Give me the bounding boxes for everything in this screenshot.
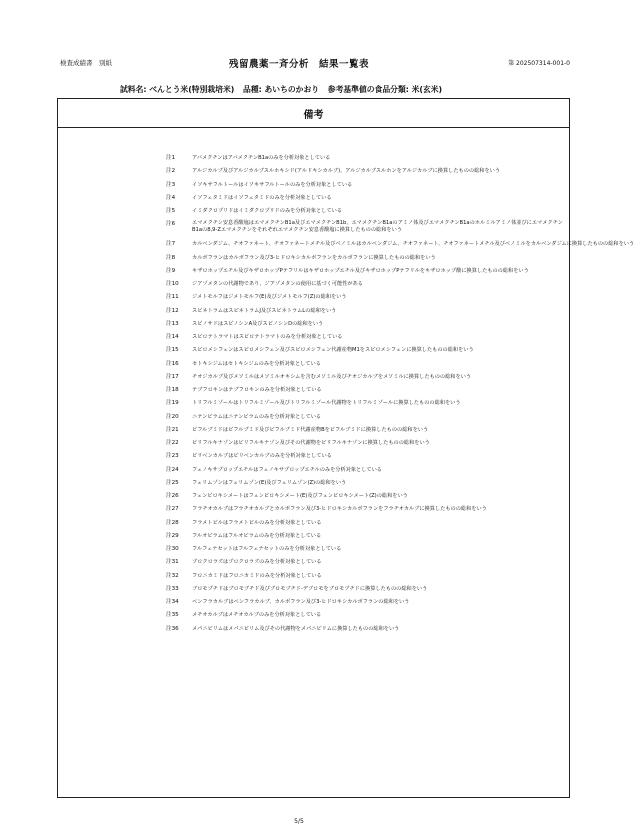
remark-label: 注26 — [166, 493, 179, 499]
remark-label: 注18 — [166, 387, 179, 393]
remark-item — [104, 358, 564, 371]
remark-text: アバメクチンはアバメクチンB1aのみを分析対象としている — [192, 155, 331, 161]
remark-text: チオジカルブ及びメソミルはメソミルオキシムを含むメソミル及びチオジカルブをメソミルに換算したものの総和をいう — [192, 373, 472, 380]
remark-text: ピフルブミドはピフルブミド及びピフルブミド代謝産物Bをピフルブミドに換算したものの総和をいう — [192, 426, 429, 433]
remark-item — [104, 477, 564, 490]
remark-item — [104, 265, 564, 278]
remark-item — [104, 397, 564, 410]
remark-label: 注17 — [166, 373, 179, 380]
remark-label: 注29 — [166, 532, 179, 539]
page-number: 5/5 — [294, 818, 304, 825]
remark-item — [104, 424, 564, 437]
remark-item — [104, 152, 564, 165]
remark-text: アルジカルブ及びアルジカルブスルホキシド(アルドキシカルブ)、アルジカルブスルホンをアルジカルブに換算したものの総和をいう — [192, 168, 501, 175]
remark-item — [104, 218, 564, 238]
sample-name: 試料名: べんとう米(特別栽培米) — [120, 85, 235, 94]
remark-text: テブフロキンはテブフロキンのみを分析対象としている — [192, 387, 322, 393]
remark-text: スピロメシフェンはスピロメシフェン及びスピロメシフェン代謝産物M1をスピロメシフェンに換算したものの総和をいう — [192, 347, 474, 354]
remark-text: ピリベンカルブはピリベンカルブのみを分析対象としている — [192, 453, 332, 460]
remark-label: 注33 — [166, 585, 179, 592]
remark-label: 注10 — [166, 281, 179, 287]
remark-label: 注21 — [166, 426, 179, 433]
document-label: 検査成績書 別紙 — [60, 59, 112, 67]
remark-label: 注3 — [166, 181, 176, 188]
remark-item — [104, 450, 564, 463]
remark-item — [104, 411, 564, 424]
sample-info — [120, 84, 448, 95]
remark-text: セトキシジムはセトキシジムのみを分析対象としている — [192, 360, 321, 367]
remark-label: 注2 — [166, 168, 176, 175]
remark-label: 注4 — [166, 194, 176, 201]
remark-item — [104, 437, 564, 450]
remark-label: 注8 — [166, 254, 176, 261]
remark-text: エマメクチン安息香酸塩はエマメクチンB1a及びエマメクチンB1b、エマメクチンB1aのアミノ体及びエマメクチンB1aのホルミルアミノ体並びにエマメクチンB1aの8,9-Zエマメクチンをそれぞれエマメクチン安息香酸塩に換算したものの総和をいう — [192, 220, 563, 234]
remark-text: プロクロラズはプロクロラズのみを分析対象としている — [192, 559, 322, 566]
remark-label: 注20 — [166, 413, 179, 420]
remark-text: スピノサドはスピノシンA及びスピノシンDの総和をいう — [192, 320, 324, 327]
remark-item — [104, 609, 564, 622]
remark-label: 注7 — [166, 241, 176, 248]
remark-item — [104, 623, 564, 636]
remark-text: イソキサフルトールはイソキサフルトールのみを分析対象としている — [192, 181, 353, 188]
report-number: 第 202507314-001-0 — [508, 60, 570, 67]
remark-text: キザロホップエチル及びキザロホップPテフリルはキザロホップエチル及びキザロホップPテフリルをキザロホップ酸に換算したものの総和をいう — [192, 267, 529, 274]
remark-item — [104, 252, 564, 265]
remark-item — [104, 205, 564, 218]
remark-text: メチオカルブはメチオカルブのみを分析対象としている — [192, 612, 322, 619]
remark-item — [104, 556, 564, 569]
remark-label: 注9 — [166, 267, 176, 274]
remark-item — [104, 331, 564, 344]
remark-label: 注12 — [166, 307, 179, 314]
remark-label: 注28 — [166, 519, 179, 526]
remark-text: フラチオカルブはフラチオカルブとカルボフラン及び3-ヒドロキシカルボフランをフラチオカルブに換算したものの総和をいう — [192, 506, 487, 513]
remark-item — [104, 278, 564, 291]
remark-item — [104, 179, 564, 192]
remark-label: 注25 — [166, 479, 179, 486]
remark-label: 注32 — [166, 572, 179, 579]
remark-item — [104, 464, 564, 477]
remark-text: ジアゾメタンの代謝物であり、ジアゾメタンの使用に基づく可能性がある — [192, 281, 363, 287]
remark-label: 注36 — [166, 625, 179, 632]
remark-text: カルボフランはカルボフラン及び3-ヒドロキシカルボフランをカルボフランに換算したものの総和をいう — [192, 254, 436, 261]
remark-item — [104, 371, 564, 384]
remark-item — [104, 530, 564, 543]
remark-text: フェンピロキシメートはフェンピロキシメート(E)及びフェンピロキシメート(Z)の総和をいう — [192, 493, 408, 499]
remark-text: ニテンピラムはニテンピラムのみを分析対象としている — [192, 413, 322, 420]
remark-item — [104, 291, 564, 304]
remark-text: フェリムゾンはフェリムゾン(E)及びフェリムゾン(Z)の総和をいう — [192, 479, 347, 486]
remark-item — [104, 543, 564, 556]
remark-text: トリフルミゾールはトリフルミゾール及びトリフルミゾール代謝物をトリフルミゾールに換算したものの総和をいう — [192, 400, 461, 407]
remark-text: イミダクロプリドはイミダクロプリドのみを分析対象としている — [192, 208, 343, 214]
remark-text: イソフェタミドはイソフェタミドのみを分析対象としている — [192, 194, 332, 201]
remark-item — [104, 490, 564, 503]
remark-item — [104, 165, 564, 178]
remark-label: 注19 — [166, 400, 179, 407]
remark-label: 注31 — [166, 559, 179, 566]
remark-item — [104, 384, 564, 397]
remark-text: メパニピリムはメパニピリム及びその代謝物をメパニピリムに換算したものの総和をいう — [192, 625, 400, 632]
remark-text: スピネトラムはスピネトラムJ及びスピネトラムLの総和をいう — [192, 307, 337, 314]
remark-item — [104, 583, 564, 596]
remark-label: 注5 — [166, 208, 176, 214]
remark-item — [104, 596, 564, 609]
remark-text: ブロモプチドはブロモブチド及びブロモブチド-デブロモをブロモブチドに換算したものの総和をいう — [192, 585, 428, 592]
remark-item — [104, 192, 564, 205]
remark-label: 注30 — [166, 546, 179, 552]
remark-text: カルベンダジム、チオファネート、チオファネートメチル及びベノミルはカルベンダジム、チオファネート、チオファネートメチル及びベノミルをカルベンダジムに換算したものの総和をいう — [192, 241, 634, 248]
remark-label: 注27 — [166, 506, 179, 513]
remark-text: フラメトピルはフラメトピルのみを分析対象としている — [192, 519, 322, 526]
remark-item — [104, 238, 634, 251]
remark-text: フルフェナセットはフルフェナセットのみを分析対象としている — [192, 546, 342, 552]
remark-text: ベンフラカルブはベンフラカルブ、カルボフラン及び3-ヒドロキシカルボフランの総和をいう — [192, 599, 410, 605]
remark-item — [104, 570, 564, 583]
food-category: 参考基準値の食品分類: 米(玄米) — [327, 85, 443, 94]
remark-text: ピリフルキナゾンはピリフルキナゾン及びその代謝物をピリフルキナゾンに換算したものの総和をいう — [192, 440, 430, 446]
remark-label: 注11 — [166, 294, 179, 301]
remark-label: 注1 — [166, 155, 176, 161]
remark-text: フロニカミドはフロニカミドのみを分析対象としている — [192, 572, 322, 579]
remark-label: 注16 — [166, 360, 179, 367]
remarks-heading: 備考 — [58, 99, 569, 128]
sample-variety: 品種: あいちのかおり — [243, 85, 320, 94]
remark-text: フェノキサプロップエチルはフェノキサプロップエチルのみを分析対象としている — [192, 466, 382, 473]
remark-label: 注15 — [166, 347, 179, 354]
remark-label: 注34 — [166, 599, 179, 605]
remark-label: 注22 — [166, 440, 179, 446]
remark-item — [104, 305, 564, 318]
remark-label: 注24 — [166, 466, 179, 473]
remark-label: 注6 — [166, 221, 176, 228]
remark-text: ジメトモルフはジメトモルフ(E)及びジメトモルフ(Z)の総和をいう — [192, 294, 347, 301]
page-title: 残留農薬一斉分析 結果一覧表 — [228, 59, 369, 70]
remark-text: スピロテトラマトはスピロテトラマトのみを分析対象としている — [192, 334, 343, 340]
remark-label: 注14 — [166, 334, 179, 340]
remarks-list — [104, 152, 634, 636]
remark-text: フルオピラムはフルオピラムのみを分析対象としている — [192, 532, 322, 539]
remark-item — [104, 503, 564, 516]
remark-label: 注23 — [166, 453, 179, 460]
remark-item — [104, 318, 564, 331]
remark-item — [104, 344, 564, 357]
remark-item — [104, 517, 564, 530]
remark-label: 注13 — [166, 320, 179, 327]
remark-label: 注35 — [166, 612, 179, 619]
